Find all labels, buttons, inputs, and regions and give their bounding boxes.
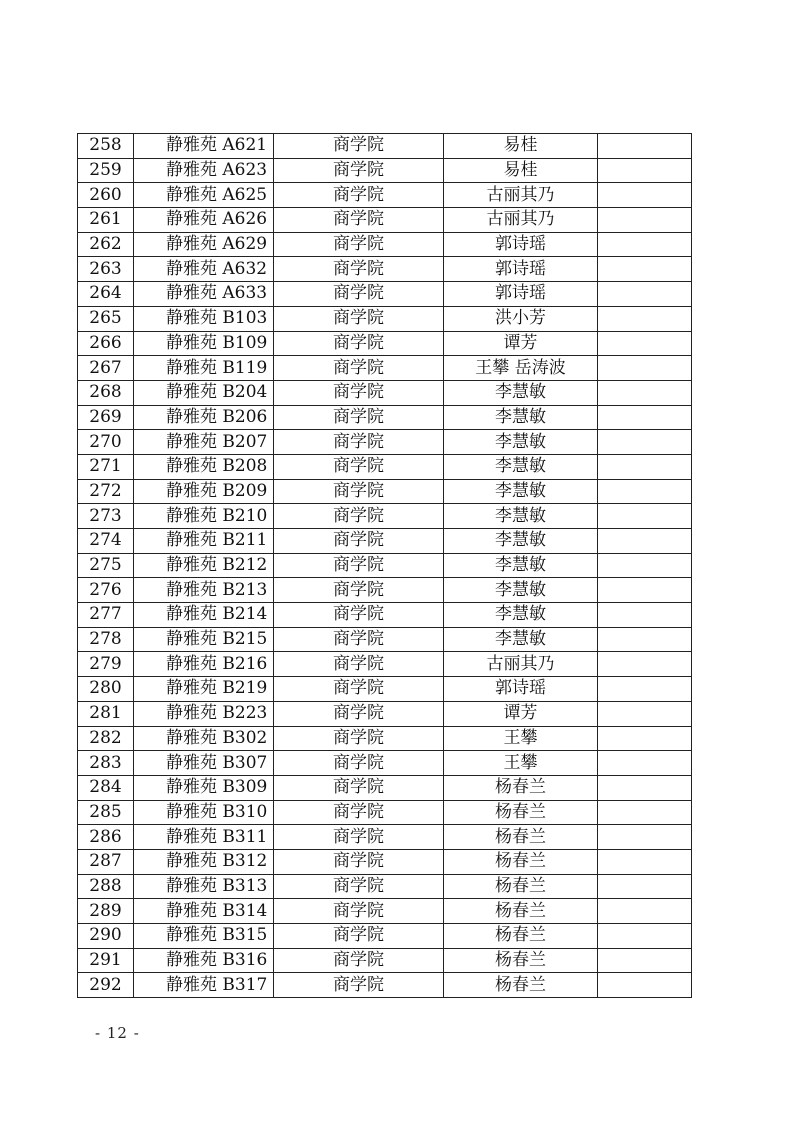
note-cell	[598, 306, 692, 331]
college-cell: 商学院	[274, 158, 444, 183]
note-cell	[598, 948, 692, 973]
college-cell: 商学院	[274, 775, 444, 800]
room-cell: 静雅苑 B213	[134, 578, 274, 603]
row-number-cell: 260	[78, 183, 134, 208]
room-cell: 静雅苑 B103	[134, 306, 274, 331]
row-number-cell: 270	[78, 430, 134, 455]
teacher-cell: 杨春兰	[444, 948, 598, 973]
room-cell: 静雅苑 B314	[134, 899, 274, 924]
row-number-cell: 265	[78, 306, 134, 331]
room-cell: 静雅苑 B210	[134, 504, 274, 529]
note-cell	[598, 677, 692, 702]
college-cell: 商学院	[274, 800, 444, 825]
note-cell	[598, 282, 692, 307]
table-row	[78, 751, 692, 776]
teacher-cell: 李慧敏	[444, 627, 598, 652]
teacher-cell: 杨春兰	[444, 849, 598, 874]
teacher-cell: 郭诗瑶	[444, 232, 598, 257]
row-number-cell: 287	[78, 849, 134, 874]
teacher-cell: 李慧敏	[444, 479, 598, 504]
college-cell: 商学院	[274, 208, 444, 233]
teacher-cell: 杨春兰	[444, 874, 598, 899]
college-cell: 商学院	[274, 306, 444, 331]
college-cell: 商学院	[274, 578, 444, 603]
row-number-cell: 258	[78, 134, 134, 159]
college-cell: 商学院	[274, 504, 444, 529]
row-number-cell: 285	[78, 800, 134, 825]
room-cell: 静雅苑 A621	[134, 134, 274, 159]
college-cell: 商学院	[274, 529, 444, 554]
teacher-cell: 易桂	[444, 134, 598, 159]
teacher-cell: 李慧敏	[444, 454, 598, 479]
teacher-cell: 杨春兰	[444, 973, 598, 998]
table-row	[78, 775, 692, 800]
table-row	[78, 553, 692, 578]
teacher-cell: 杨春兰	[444, 775, 598, 800]
room-cell: 静雅苑 A633	[134, 282, 274, 307]
teacher-cell: 杨春兰	[444, 800, 598, 825]
note-cell	[598, 751, 692, 776]
teacher-cell: 李慧敏	[444, 553, 598, 578]
room-cell: 静雅苑 B119	[134, 356, 274, 381]
table-body	[78, 134, 692, 998]
room-cell: 静雅苑 B313	[134, 874, 274, 899]
room-cell: 静雅苑 B215	[134, 627, 274, 652]
college-cell: 商学院	[274, 134, 444, 159]
room-cell: 静雅苑 B223	[134, 701, 274, 726]
college-cell: 商学院	[274, 627, 444, 652]
row-number-cell: 288	[78, 874, 134, 899]
row-number-cell: 266	[78, 331, 134, 356]
row-number-cell: 289	[78, 899, 134, 924]
room-cell: 静雅苑 A623	[134, 158, 274, 183]
room-cell: 静雅苑 B317	[134, 973, 274, 998]
note-cell	[598, 800, 692, 825]
note-cell	[598, 924, 692, 949]
college-cell: 商学院	[274, 603, 444, 628]
college-cell: 商学院	[274, 899, 444, 924]
table-row	[78, 874, 692, 899]
note-cell	[598, 825, 692, 850]
room-cell: 静雅苑 B211	[134, 529, 274, 554]
table-row	[78, 578, 692, 603]
college-cell: 商学院	[274, 825, 444, 850]
note-cell	[598, 603, 692, 628]
table-row	[78, 331, 692, 356]
college-cell: 商学院	[274, 183, 444, 208]
teacher-cell: 李慧敏	[444, 430, 598, 455]
table-row	[78, 430, 692, 455]
table-row	[78, 924, 692, 949]
teacher-cell: 王攀 岳涛波	[444, 356, 598, 381]
room-cell: 静雅苑 B207	[134, 430, 274, 455]
note-cell	[598, 849, 692, 874]
room-cell: 静雅苑 B311	[134, 825, 274, 850]
row-number-cell: 275	[78, 553, 134, 578]
college-cell: 商学院	[274, 849, 444, 874]
room-cell: 静雅苑 A626	[134, 208, 274, 233]
row-number-cell: 279	[78, 652, 134, 677]
note-cell	[598, 874, 692, 899]
row-number-cell: 263	[78, 257, 134, 282]
college-cell: 商学院	[274, 282, 444, 307]
room-cell: 静雅苑 B307	[134, 751, 274, 776]
note-cell	[598, 356, 692, 381]
note-cell	[598, 652, 692, 677]
note-cell	[598, 454, 692, 479]
row-number-cell: 284	[78, 775, 134, 800]
teacher-cell: 李慧敏	[444, 504, 598, 529]
note-cell	[598, 504, 692, 529]
table-row	[78, 701, 692, 726]
teacher-cell: 王攀	[444, 751, 598, 776]
row-number-cell: 278	[78, 627, 134, 652]
row-number-cell: 259	[78, 158, 134, 183]
room-cell: 静雅苑 B204	[134, 380, 274, 405]
teacher-cell: 郭诗瑶	[444, 677, 598, 702]
room-cell: 静雅苑 B310	[134, 800, 274, 825]
row-number-cell: 283	[78, 751, 134, 776]
note-cell	[598, 158, 692, 183]
teacher-cell: 李慧敏	[444, 405, 598, 430]
teacher-cell: 李慧敏	[444, 529, 598, 554]
room-cell: 静雅苑 B216	[134, 652, 274, 677]
teacher-cell: 杨春兰	[444, 825, 598, 850]
row-number-cell: 280	[78, 677, 134, 702]
college-cell: 商学院	[274, 380, 444, 405]
room-cell: 静雅苑 B315	[134, 924, 274, 949]
teacher-cell: 郭诗瑶	[444, 282, 598, 307]
table-row	[78, 652, 692, 677]
note-cell	[598, 529, 692, 554]
room-cell: 静雅苑 B309	[134, 775, 274, 800]
note-cell	[598, 726, 692, 751]
table-row	[78, 479, 692, 504]
row-number-cell: 291	[78, 948, 134, 973]
note-cell	[598, 331, 692, 356]
college-cell: 商学院	[274, 948, 444, 973]
row-number-cell: 267	[78, 356, 134, 381]
note-cell	[598, 430, 692, 455]
table-row	[78, 134, 692, 159]
row-number-cell: 286	[78, 825, 134, 850]
table-row	[78, 603, 692, 628]
teacher-cell: 李慧敏	[444, 380, 598, 405]
teacher-cell: 易桂	[444, 158, 598, 183]
college-cell: 商学院	[274, 973, 444, 998]
college-cell: 商学院	[274, 677, 444, 702]
college-cell: 商学院	[274, 701, 444, 726]
table-row	[78, 405, 692, 430]
note-cell	[598, 973, 692, 998]
note-cell	[598, 479, 692, 504]
table-row	[78, 726, 692, 751]
note-cell	[598, 257, 692, 282]
room-cell: 静雅苑 B209	[134, 479, 274, 504]
row-number-cell: 277	[78, 603, 134, 628]
table-row	[78, 627, 692, 652]
room-cell: 静雅苑 B219	[134, 677, 274, 702]
note-cell	[598, 701, 692, 726]
teacher-cell: 郭诗瑶	[444, 257, 598, 282]
note-cell	[598, 183, 692, 208]
row-number-cell: 292	[78, 973, 134, 998]
row-number-cell: 261	[78, 208, 134, 233]
teacher-cell: 李慧敏	[444, 578, 598, 603]
table-row	[78, 454, 692, 479]
note-cell	[598, 578, 692, 603]
teacher-cell: 王攀	[444, 726, 598, 751]
room-cell: 静雅苑 B206	[134, 405, 274, 430]
table-row	[78, 849, 692, 874]
note-cell	[598, 380, 692, 405]
college-cell: 商学院	[274, 405, 444, 430]
row-number-cell: 268	[78, 380, 134, 405]
college-cell: 商学院	[274, 331, 444, 356]
college-cell: 商学院	[274, 479, 444, 504]
table-row	[78, 208, 692, 233]
teacher-cell: 李慧敏	[444, 603, 598, 628]
college-cell: 商学院	[274, 257, 444, 282]
teacher-cell: 洪小芳	[444, 306, 598, 331]
room-cell: 静雅苑 B208	[134, 454, 274, 479]
table-row	[78, 183, 692, 208]
room-cell: 静雅苑 A632	[134, 257, 274, 282]
note-cell	[598, 553, 692, 578]
college-cell: 商学院	[274, 430, 444, 455]
teacher-cell: 杨春兰	[444, 924, 598, 949]
college-cell: 商学院	[274, 751, 444, 776]
room-cell: 静雅苑 A625	[134, 183, 274, 208]
table-row	[78, 677, 692, 702]
room-cell: 静雅苑 B212	[134, 553, 274, 578]
college-cell: 商学院	[274, 726, 444, 751]
note-cell	[598, 405, 692, 430]
note-cell	[598, 134, 692, 159]
table-row	[78, 529, 692, 554]
table-row	[78, 257, 692, 282]
table-row	[78, 899, 692, 924]
table-row	[78, 825, 692, 850]
table-row	[78, 158, 692, 183]
note-cell	[598, 208, 692, 233]
row-number-cell: 290	[78, 924, 134, 949]
table-row	[78, 800, 692, 825]
row-number-cell: 269	[78, 405, 134, 430]
table-row	[78, 504, 692, 529]
table-row	[78, 973, 692, 998]
college-cell: 商学院	[274, 652, 444, 677]
row-number-cell: 262	[78, 232, 134, 257]
room-cell: 静雅苑 B214	[134, 603, 274, 628]
dormitory-assignment-table	[77, 133, 692, 998]
teacher-cell: 古丽其乃	[444, 183, 598, 208]
college-cell: 商学院	[274, 232, 444, 257]
teacher-cell: 谭芳	[444, 701, 598, 726]
row-number-cell: 272	[78, 479, 134, 504]
row-number-cell: 274	[78, 529, 134, 554]
room-cell: 静雅苑 B312	[134, 849, 274, 874]
teacher-cell: 杨春兰	[444, 899, 598, 924]
college-cell: 商学院	[274, 553, 444, 578]
room-cell: 静雅苑 B316	[134, 948, 274, 973]
note-cell	[598, 232, 692, 257]
table-row	[78, 356, 692, 381]
row-number-cell: 271	[78, 454, 134, 479]
row-number-cell: 276	[78, 578, 134, 603]
college-cell: 商学院	[274, 356, 444, 381]
table-row	[78, 948, 692, 973]
row-number-cell: 273	[78, 504, 134, 529]
table-row	[78, 380, 692, 405]
teacher-cell: 古丽其乃	[444, 652, 598, 677]
room-cell: 静雅苑 B302	[134, 726, 274, 751]
room-cell: 静雅苑 A629	[134, 232, 274, 257]
note-cell	[598, 899, 692, 924]
table-row	[78, 306, 692, 331]
college-cell: 商学院	[274, 924, 444, 949]
note-cell	[598, 627, 692, 652]
teacher-cell: 谭芳	[444, 331, 598, 356]
table-row	[78, 232, 692, 257]
college-cell: 商学院	[274, 454, 444, 479]
college-cell: 商学院	[274, 874, 444, 899]
table-row	[78, 282, 692, 307]
teacher-cell: 古丽其乃	[444, 208, 598, 233]
page-number: - 12 -	[95, 1024, 140, 1042]
row-number-cell: 264	[78, 282, 134, 307]
row-number-cell: 282	[78, 726, 134, 751]
room-cell: 静雅苑 B109	[134, 331, 274, 356]
note-cell	[598, 775, 692, 800]
row-number-cell: 281	[78, 701, 134, 726]
